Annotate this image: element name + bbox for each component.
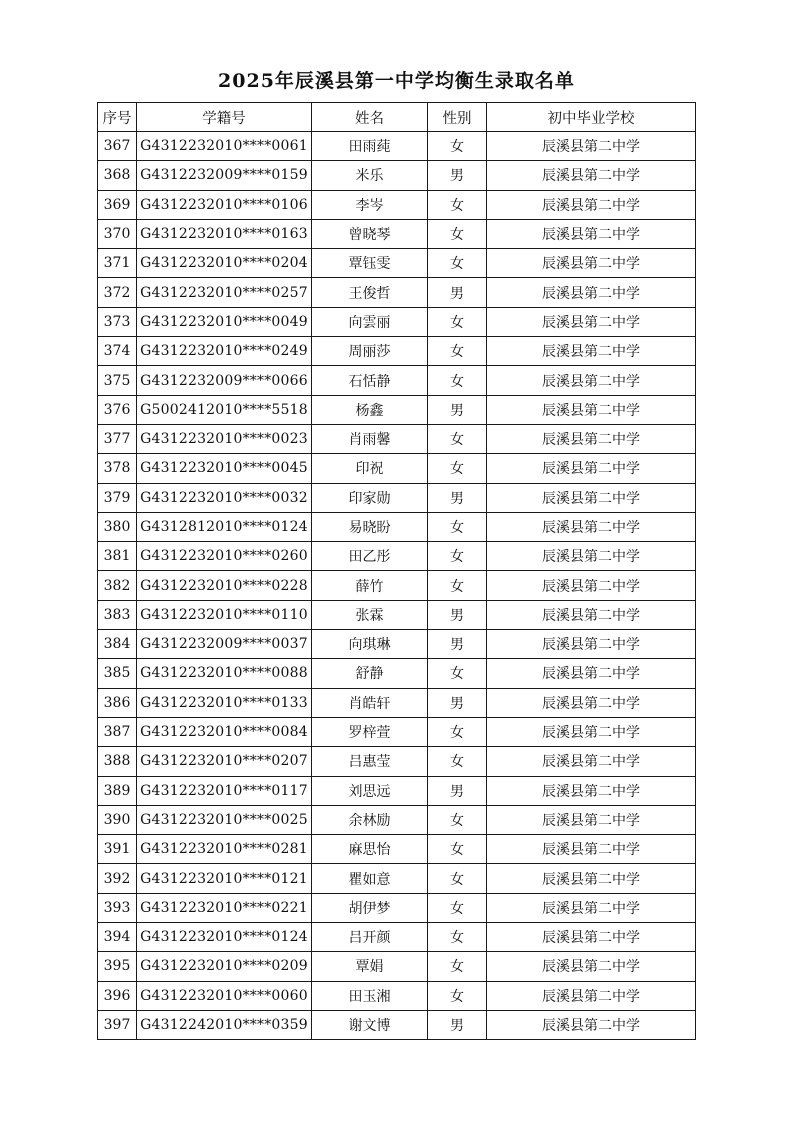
column-header-student-id: 学籍号 bbox=[137, 103, 312, 132]
cell-school: 辰溪县第二中学 bbox=[487, 190, 696, 219]
cell-gender: 男 bbox=[428, 395, 487, 424]
cell-serial: 372 bbox=[98, 278, 137, 307]
cell-name: 田雨莼 bbox=[312, 132, 428, 161]
cell-serial: 376 bbox=[98, 395, 137, 424]
cell-student-id: G4312232010****0249 bbox=[137, 337, 312, 366]
cell-gender: 男 bbox=[428, 600, 487, 629]
cell-serial: 378 bbox=[98, 454, 137, 483]
cell-gender: 女 bbox=[428, 454, 487, 483]
table-row bbox=[98, 219, 696, 248]
cell-student-id: G4312232010****0221 bbox=[137, 893, 312, 922]
cell-student-id: G4312232010****0032 bbox=[137, 483, 312, 512]
cell-student-id: G4312232010****0281 bbox=[137, 835, 312, 864]
table-row bbox=[98, 659, 696, 688]
cell-gender: 男 bbox=[428, 630, 487, 659]
cell-student-id: G4312232010****0204 bbox=[137, 249, 312, 278]
table-row bbox=[98, 923, 696, 952]
cell-name: 薛竹 bbox=[312, 571, 428, 600]
table-row bbox=[98, 952, 696, 981]
cell-school: 辰溪县第二中学 bbox=[487, 659, 696, 688]
cell-gender: 女 bbox=[428, 893, 487, 922]
cell-serial: 384 bbox=[98, 630, 137, 659]
cell-student-id: G4312232010****0023 bbox=[137, 424, 312, 453]
cell-name: 吕惠莹 bbox=[312, 747, 428, 776]
table-row bbox=[98, 805, 696, 834]
cell-serial: 392 bbox=[98, 864, 137, 893]
cell-student-id: G4312232010****0207 bbox=[137, 747, 312, 776]
cell-name: 曾晓琴 bbox=[312, 219, 428, 248]
cell-student-id: G4312232010****0106 bbox=[137, 190, 312, 219]
cell-serial: 387 bbox=[98, 717, 137, 746]
table-row bbox=[98, 717, 696, 746]
cell-serial: 375 bbox=[98, 366, 137, 395]
table-row bbox=[98, 776, 696, 805]
cell-student-id: G4312232010****0049 bbox=[137, 307, 312, 336]
cell-name: 石恬静 bbox=[312, 366, 428, 395]
table-header bbox=[98, 103, 696, 132]
cell-student-id: G4312242010****0359 bbox=[137, 1010, 312, 1039]
cell-school: 辰溪县第二中学 bbox=[487, 952, 696, 981]
cell-gender: 女 bbox=[428, 219, 487, 248]
cell-serial: 389 bbox=[98, 776, 137, 805]
cell-serial: 370 bbox=[98, 219, 137, 248]
table-row bbox=[98, 512, 696, 541]
cell-name: 杨鑫 bbox=[312, 395, 428, 424]
cell-school: 辰溪县第二中学 bbox=[487, 249, 696, 278]
cell-gender: 女 bbox=[428, 337, 487, 366]
table-row bbox=[98, 278, 696, 307]
table-row bbox=[98, 337, 696, 366]
cell-student-id: G4312232010****0133 bbox=[137, 688, 312, 717]
table-row bbox=[98, 835, 696, 864]
cell-student-id: G4312232010****0025 bbox=[137, 805, 312, 834]
column-header-school: 初中毕业学校 bbox=[487, 103, 696, 132]
cell-school: 辰溪县第二中学 bbox=[487, 132, 696, 161]
cell-school: 辰溪县第二中学 bbox=[487, 1010, 696, 1039]
cell-serial: 396 bbox=[98, 981, 137, 1010]
cell-gender: 女 bbox=[428, 424, 487, 453]
cell-school: 辰溪县第二中学 bbox=[487, 512, 696, 541]
cell-student-id: G4312232010****0117 bbox=[137, 776, 312, 805]
cell-student-id: G4312232010****0061 bbox=[137, 132, 312, 161]
cell-gender: 男 bbox=[428, 776, 487, 805]
cell-name: 田玉湘 bbox=[312, 981, 428, 1010]
cell-name: 向琪琳 bbox=[312, 630, 428, 659]
table-row bbox=[98, 307, 696, 336]
cell-student-id: G4312232009****0037 bbox=[137, 630, 312, 659]
cell-name: 刘思远 bbox=[312, 776, 428, 805]
cell-student-id: G4312232010****0110 bbox=[137, 600, 312, 629]
table-row bbox=[98, 688, 696, 717]
cell-gender: 女 bbox=[428, 249, 487, 278]
cell-school: 辰溪县第二中学 bbox=[487, 278, 696, 307]
table-row bbox=[98, 600, 696, 629]
cell-school: 辰溪县第二中学 bbox=[487, 630, 696, 659]
cell-serial: 386 bbox=[98, 688, 137, 717]
table-row bbox=[98, 366, 696, 395]
table-row bbox=[98, 395, 696, 424]
cell-name: 罗梓萱 bbox=[312, 717, 428, 746]
cell-school: 辰溪县第二中学 bbox=[487, 337, 696, 366]
cell-name: 周丽莎 bbox=[312, 337, 428, 366]
cell-gender: 男 bbox=[428, 1010, 487, 1039]
cell-name: 覃娟 bbox=[312, 952, 428, 981]
table-row bbox=[98, 454, 696, 483]
cell-name: 印祝 bbox=[312, 454, 428, 483]
cell-name: 麻思怡 bbox=[312, 835, 428, 864]
cell-serial: 395 bbox=[98, 952, 137, 981]
table-row bbox=[98, 864, 696, 893]
cell-serial: 391 bbox=[98, 835, 137, 864]
cell-serial: 371 bbox=[98, 249, 137, 278]
cell-school: 辰溪县第二中学 bbox=[487, 424, 696, 453]
cell-serial: 394 bbox=[98, 923, 137, 952]
cell-student-id: G4312232010****0088 bbox=[137, 659, 312, 688]
cell-serial: 390 bbox=[98, 805, 137, 834]
cell-gender: 女 bbox=[428, 307, 487, 336]
cell-serial: 367 bbox=[98, 132, 137, 161]
cell-student-id: G4312232009****0159 bbox=[137, 161, 312, 190]
cell-gender: 女 bbox=[428, 923, 487, 952]
cell-school: 辰溪县第二中学 bbox=[487, 395, 696, 424]
cell-serial: 388 bbox=[98, 747, 137, 776]
cell-school: 辰溪县第二中学 bbox=[487, 366, 696, 395]
cell-name: 王俊哲 bbox=[312, 278, 428, 307]
cell-serial: 374 bbox=[98, 337, 137, 366]
cell-name: 肖皓轩 bbox=[312, 688, 428, 717]
cell-serial: 373 bbox=[98, 307, 137, 336]
cell-name: 舒静 bbox=[312, 659, 428, 688]
cell-school: 辰溪县第二中学 bbox=[487, 571, 696, 600]
cell-gender: 女 bbox=[428, 835, 487, 864]
table-row bbox=[98, 132, 696, 161]
cell-serial: 383 bbox=[98, 600, 137, 629]
cell-school: 辰溪县第二中学 bbox=[487, 981, 696, 1010]
cell-student-id: G4312232010****0163 bbox=[137, 219, 312, 248]
cell-school: 辰溪县第二中学 bbox=[487, 454, 696, 483]
cell-school: 辰溪县第二中学 bbox=[487, 923, 696, 952]
cell-gender: 男 bbox=[428, 278, 487, 307]
cell-school: 辰溪县第二中学 bbox=[487, 542, 696, 571]
cell-serial: 397 bbox=[98, 1010, 137, 1039]
table-row bbox=[98, 1010, 696, 1039]
cell-gender: 女 bbox=[428, 512, 487, 541]
cell-name: 覃钰雯 bbox=[312, 249, 428, 278]
cell-school: 辰溪县第二中学 bbox=[487, 864, 696, 893]
cell-serial: 385 bbox=[98, 659, 137, 688]
cell-school: 辰溪县第二中学 bbox=[487, 219, 696, 248]
cell-gender: 女 bbox=[428, 132, 487, 161]
cell-school: 辰溪县第二中学 bbox=[487, 747, 696, 776]
cell-name: 胡伊梦 bbox=[312, 893, 428, 922]
cell-gender: 女 bbox=[428, 864, 487, 893]
cell-name: 米乐 bbox=[312, 161, 428, 190]
cell-name: 田乙彤 bbox=[312, 542, 428, 571]
cell-student-id: G4312232010****0124 bbox=[137, 923, 312, 952]
cell-serial: 369 bbox=[98, 190, 137, 219]
table-row bbox=[98, 424, 696, 453]
cell-student-id: G4312232010****0060 bbox=[137, 981, 312, 1010]
column-header-gender: 性别 bbox=[428, 103, 487, 132]
cell-gender: 女 bbox=[428, 542, 487, 571]
admission-table bbox=[97, 102, 696, 1040]
cell-school: 辰溪县第二中学 bbox=[487, 161, 696, 190]
cell-school: 辰溪县第二中学 bbox=[487, 805, 696, 834]
cell-gender: 女 bbox=[428, 805, 487, 834]
table-row bbox=[98, 747, 696, 776]
cell-school: 辰溪县第二中学 bbox=[487, 483, 696, 512]
cell-gender: 女 bbox=[428, 952, 487, 981]
cell-school: 辰溪县第二中学 bbox=[487, 600, 696, 629]
cell-serial: 380 bbox=[98, 512, 137, 541]
cell-school: 辰溪县第二中学 bbox=[487, 717, 696, 746]
table-body bbox=[98, 132, 696, 1040]
cell-name: 印家勋 bbox=[312, 483, 428, 512]
cell-name: 谢文博 bbox=[312, 1010, 428, 1039]
table-row bbox=[98, 542, 696, 571]
cell-gender: 女 bbox=[428, 571, 487, 600]
column-header-serial: 序号 bbox=[98, 103, 137, 132]
cell-school: 辰溪县第二中学 bbox=[487, 893, 696, 922]
cell-student-id: G4312232010****0257 bbox=[137, 278, 312, 307]
table-row bbox=[98, 571, 696, 600]
cell-name: 向雲丽 bbox=[312, 307, 428, 336]
cell-student-id: G4312232010****0209 bbox=[137, 952, 312, 981]
cell-student-id: G4312232009****0066 bbox=[137, 366, 312, 395]
cell-gender: 女 bbox=[428, 717, 487, 746]
cell-school: 辰溪县第二中学 bbox=[487, 776, 696, 805]
cell-serial: 368 bbox=[98, 161, 137, 190]
cell-student-id: G5002412010****5518 bbox=[137, 395, 312, 424]
cell-gender: 女 bbox=[428, 981, 487, 1010]
cell-gender: 女 bbox=[428, 747, 487, 776]
table-row bbox=[98, 630, 696, 659]
cell-gender: 女 bbox=[428, 366, 487, 395]
table-row bbox=[98, 981, 696, 1010]
cell-gender: 男 bbox=[428, 161, 487, 190]
cell-name: 吕开颜 bbox=[312, 923, 428, 952]
cell-name: 李岑 bbox=[312, 190, 428, 219]
cell-gender: 女 bbox=[428, 190, 487, 219]
table-row bbox=[98, 161, 696, 190]
cell-gender: 男 bbox=[428, 483, 487, 512]
cell-serial: 393 bbox=[98, 893, 137, 922]
table-row bbox=[98, 190, 696, 219]
cell-serial: 381 bbox=[98, 542, 137, 571]
cell-name: 瞿如意 bbox=[312, 864, 428, 893]
cell-gender: 男 bbox=[428, 688, 487, 717]
cell-serial: 377 bbox=[98, 424, 137, 453]
table-row bbox=[98, 249, 696, 278]
header-row bbox=[98, 103, 696, 132]
cell-name: 肖雨馨 bbox=[312, 424, 428, 453]
cell-student-id: G4312232010****0084 bbox=[137, 717, 312, 746]
cell-school: 辰溪县第二中学 bbox=[487, 835, 696, 864]
cell-student-id: G4312232010****0045 bbox=[137, 454, 312, 483]
page-title: 2025年辰溪县第一中学均衡生录取名单 bbox=[218, 70, 575, 92]
cell-student-id: G4312812010****0124 bbox=[137, 512, 312, 541]
cell-school: 辰溪县第二中学 bbox=[487, 307, 696, 336]
cell-school: 辰溪县第二中学 bbox=[487, 688, 696, 717]
cell-name: 张霖 bbox=[312, 600, 428, 629]
cell-serial: 382 bbox=[98, 571, 137, 600]
cell-student-id: G4312232010****0228 bbox=[137, 571, 312, 600]
cell-gender: 女 bbox=[428, 659, 487, 688]
table-row bbox=[98, 483, 696, 512]
cell-student-id: G4312232010****0260 bbox=[137, 542, 312, 571]
table-row bbox=[98, 893, 696, 922]
column-header-name: 姓名 bbox=[312, 103, 428, 132]
cell-serial: 379 bbox=[98, 483, 137, 512]
cell-name: 易晓盼 bbox=[312, 512, 428, 541]
cell-name: 余林励 bbox=[312, 805, 428, 834]
cell-student-id: G4312232010****0121 bbox=[137, 864, 312, 893]
